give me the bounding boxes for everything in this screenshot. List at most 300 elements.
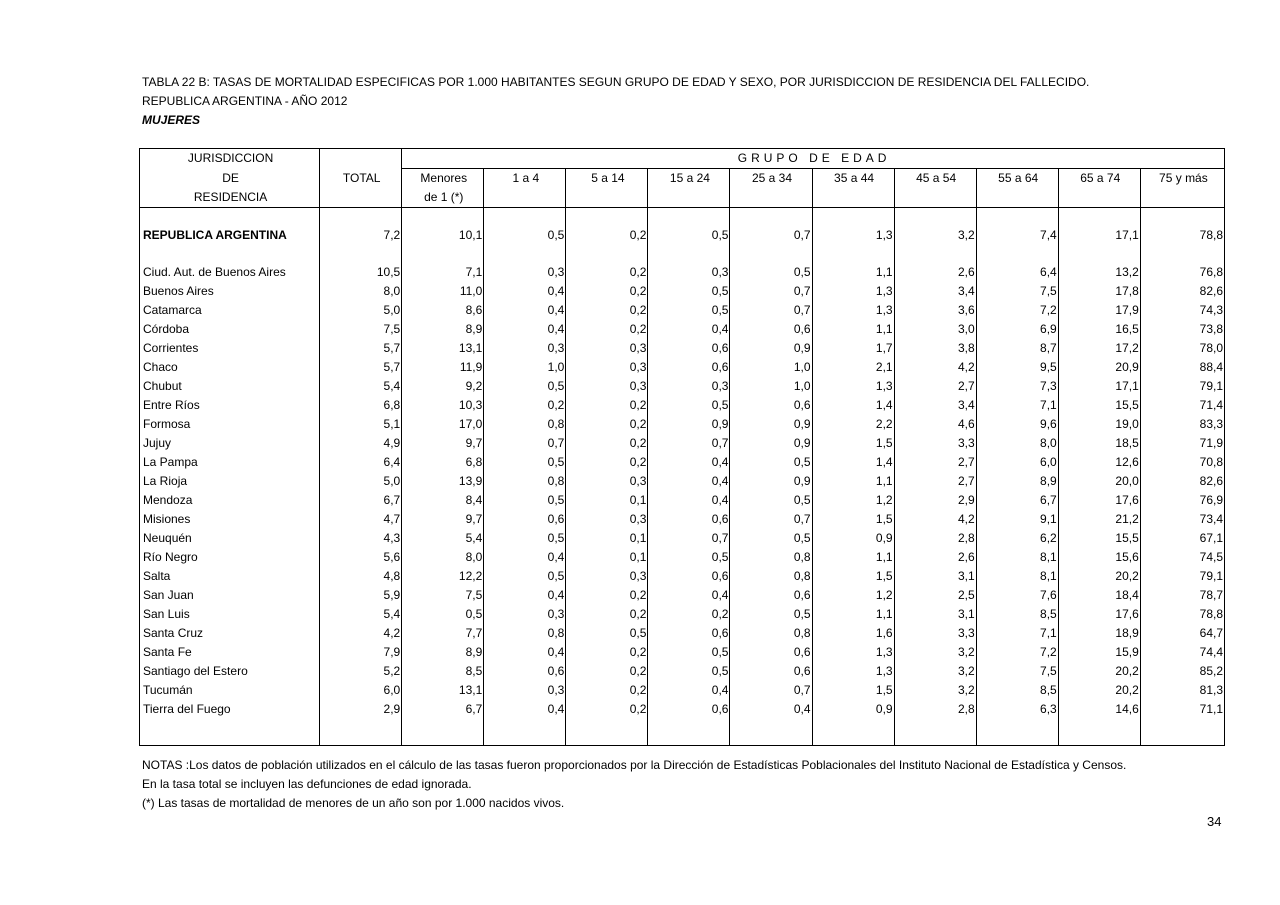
jurisdiction-name: Tucumán: [140, 681, 320, 700]
table-row: [140, 377, 1225, 396]
rate-cell: 3,2: [894, 226, 976, 245]
rate-cell: 2,5: [894, 586, 976, 605]
empty-cell: [484, 208, 566, 227]
table-row: [140, 567, 1225, 586]
rate-cell: 9,7: [402, 434, 484, 453]
total-rate-cell: 4,2: [320, 624, 402, 643]
rate-cell: 1,3: [812, 377, 894, 396]
rate-cell: 0,4: [648, 586, 730, 605]
empty-cell: [976, 208, 1058, 227]
table-row: [140, 681, 1225, 700]
rate-cell: 7,1: [402, 263, 484, 282]
rate-cell: 8,5: [976, 605, 1058, 624]
table-row: [140, 339, 1225, 358]
rate-cell: 7,2: [976, 643, 1058, 662]
rate-cell: 1,0: [484, 358, 566, 377]
rate-cell: 1,1: [812, 605, 894, 624]
spacer-row: [140, 208, 1225, 227]
rate-cell: 17,1: [1058, 226, 1140, 245]
table-row: [140, 263, 1225, 282]
rate-cell: 9,1: [976, 510, 1058, 529]
rate-cell: 13,9: [402, 472, 484, 491]
rate-cell: 2,2: [812, 415, 894, 434]
total-rate-cell: 6,7: [320, 491, 402, 510]
rate-cell: 74,3: [1140, 301, 1224, 320]
rate-cell: 0,3: [566, 567, 648, 586]
rate-cell: 0,3: [484, 263, 566, 282]
total-rate-cell: 8,0: [320, 282, 402, 301]
rate-cell: 7,6: [976, 586, 1058, 605]
rate-cell: 0,6: [730, 643, 812, 662]
rate-cell: 0,3: [484, 605, 566, 624]
table-row: [140, 624, 1225, 643]
jurisdiction-name: Tierra del Fuego: [140, 700, 320, 719]
rate-cell: 16,5: [1058, 320, 1140, 339]
header-age-75ymas: 75 y más: [1140, 169, 1224, 189]
note-infant: (*) Las tasas de mortalidad de menores de un año son por 1.000 nacidos vivos.: [142, 796, 565, 810]
rate-cell: 1,0: [730, 377, 812, 396]
table-row: [140, 491, 1225, 510]
rate-cell: 0,5: [648, 282, 730, 301]
rate-cell: 0,2: [566, 643, 648, 662]
empty-cell: [730, 208, 812, 227]
rate-cell: 11,9: [402, 358, 484, 377]
rate-cell: 67,1: [1140, 529, 1224, 548]
rate-cell: 0,9: [648, 415, 730, 434]
rate-cell: 1,4: [812, 453, 894, 472]
table-row: [140, 643, 1225, 662]
jurisdiction-name: Santa Cruz: [140, 624, 320, 643]
jurisdiction-name: Río Negro: [140, 548, 320, 567]
rate-cell: 13,2: [1058, 263, 1140, 282]
header-jurisdiccion-1: JURISDICCION: [140, 149, 320, 169]
rate-cell: 3,4: [894, 396, 976, 415]
rate-cell: 78,0: [1140, 339, 1224, 358]
jurisdiction-name: Ciud. Aut. de Buenos Aires: [140, 263, 320, 282]
header-age-35a44: 35 a 44: [812, 169, 894, 189]
header-age-55a64: 55 a 64: [976, 169, 1058, 189]
rate-cell: 17,6: [1058, 605, 1140, 624]
empty-cell: [976, 245, 1058, 263]
rate-cell: 9,7: [402, 510, 484, 529]
rate-cell: 21,2: [1058, 510, 1140, 529]
total-rate-cell: 4,7: [320, 510, 402, 529]
rate-cell: 8,9: [402, 320, 484, 339]
rate-cell: 8,0: [976, 434, 1058, 453]
rate-cell: 0,5: [730, 263, 812, 282]
rate-cell: 0,1: [566, 491, 648, 510]
rate-cell: 0,5: [648, 226, 730, 245]
rate-cell: 1,1: [812, 548, 894, 567]
rate-cell: 3,1: [894, 605, 976, 624]
jurisdiction-name: La Rioja: [140, 472, 320, 491]
spacer-row: [140, 245, 1225, 263]
rate-cell: 0,5: [402, 605, 484, 624]
rate-cell: 0,5: [730, 453, 812, 472]
rate-cell: 0,6: [648, 700, 730, 719]
rate-cell: 0,7: [648, 434, 730, 453]
jurisdiction-name: La Pampa: [140, 453, 320, 472]
rate-cell: 6,7: [976, 491, 1058, 510]
rate-cell: 1,6: [812, 624, 894, 643]
table-title: TABLA 22 B: TASAS DE MORTALIDAD ESPECIFICAS POR 1.000 HABITANTES SEGUN GRUPO DE EDAD Y SEXO, POR JURISDICCION DE RESIDENCIA DEL FALLECIDO.: [142, 75, 1090, 89]
total-rate-cell: 6,0: [320, 681, 402, 700]
table-row: [140, 529, 1225, 548]
rate-cell: 6,2: [976, 529, 1058, 548]
rate-cell: 0,9: [730, 415, 812, 434]
rate-cell: 74,5: [1140, 548, 1224, 567]
header-age-25a34: 25 a 34: [730, 169, 812, 189]
total-rate-cell: 5,0: [320, 301, 402, 320]
rate-cell: 1,2: [812, 586, 894, 605]
empty-cell: [812, 719, 894, 746]
rate-cell: 78,8: [1140, 605, 1224, 624]
jurisdiction-name: Chaco: [140, 358, 320, 377]
empty-cell: [320, 245, 402, 263]
header-blank: [976, 188, 1058, 208]
rate-cell: 0,5: [648, 301, 730, 320]
rate-cell: 76,9: [1140, 491, 1224, 510]
rate-cell: 20,0: [1058, 472, 1140, 491]
rate-cell: 0,8: [484, 415, 566, 434]
total-rate-cell: 4,8: [320, 567, 402, 586]
empty-cell: [1140, 719, 1224, 746]
rate-cell: 0,6: [648, 339, 730, 358]
total-rate-cell: 5,7: [320, 358, 402, 377]
rate-cell: 0,3: [484, 339, 566, 358]
rate-cell: 8,9: [976, 472, 1058, 491]
rate-cell: 4,6: [894, 415, 976, 434]
rate-cell: 19,0: [1058, 415, 1140, 434]
rate-cell: 0,4: [484, 700, 566, 719]
table-row: [140, 301, 1225, 320]
header-age-1a4: 1 a 4: [484, 169, 566, 189]
rate-cell: 1,1: [812, 472, 894, 491]
total-rate-cell: 4,3: [320, 529, 402, 548]
header-grupo-de-edad: GRUPO DE EDAD: [402, 149, 1225, 169]
rate-cell: 9,5: [976, 358, 1058, 377]
rate-cell: 2,9: [894, 491, 976, 510]
rate-cell: 0,7: [730, 681, 812, 700]
rate-cell: 0,4: [730, 700, 812, 719]
empty-cell: [320, 719, 402, 746]
rate-cell: 18,5: [1058, 434, 1140, 453]
rate-cell: 1,3: [812, 662, 894, 681]
header-age-65a74: 65 a 74: [1058, 169, 1140, 189]
rate-cell: 0,7: [730, 282, 812, 301]
rate-cell: 2,1: [812, 358, 894, 377]
rate-cell: 8,4: [402, 491, 484, 510]
header-total-spacer: [320, 149, 402, 169]
total-rate-cell: 10,5: [320, 263, 402, 282]
empty-cell: [402, 208, 484, 227]
rate-cell: 0,4: [484, 548, 566, 567]
rate-cell: 3,2: [894, 662, 976, 681]
total-rate-cell: 5,1: [320, 415, 402, 434]
rate-cell: 78,8: [1140, 226, 1224, 245]
total-rate-cell: 5,2: [320, 662, 402, 681]
rate-cell: 20,2: [1058, 681, 1140, 700]
header-blank: [484, 188, 566, 208]
rate-cell: 8,1: [976, 567, 1058, 586]
rate-cell: 20,2: [1058, 662, 1140, 681]
rate-cell: 0,2: [566, 282, 648, 301]
table-row: [140, 510, 1225, 529]
rate-cell: 0,2: [566, 605, 648, 624]
rate-cell: 0,2: [566, 263, 648, 282]
rate-cell: 17,2: [1058, 339, 1140, 358]
empty-cell: [402, 245, 484, 263]
rate-cell: 79,1: [1140, 567, 1224, 586]
table-row: [140, 396, 1225, 415]
header-blank: [648, 188, 730, 208]
page-number: 34: [1207, 814, 1222, 829]
rate-cell: 0,3: [566, 358, 648, 377]
rate-cell: 0,6: [648, 567, 730, 586]
rate-cell: 64,7: [1140, 624, 1224, 643]
rate-cell: 4,2: [894, 358, 976, 377]
rate-cell: 0,5: [484, 491, 566, 510]
rate-cell: 6,3: [976, 700, 1058, 719]
jurisdiction-name: San Juan: [140, 586, 320, 605]
table-body: [140, 208, 1225, 746]
rate-cell: 0,6: [648, 510, 730, 529]
jurisdiction-name: Santa Fe: [140, 643, 320, 662]
note-total: En la tasa total se incluyen las defunciones de edad ignorada.: [142, 777, 472, 791]
rate-cell: 8,5: [402, 662, 484, 681]
header-menores-2: de 1 (*): [402, 188, 484, 208]
rate-cell: 10,3: [402, 396, 484, 415]
header-blank: [894, 188, 976, 208]
total-rate-cell: 5,6: [320, 548, 402, 567]
rate-cell: 0,5: [730, 491, 812, 510]
rate-cell: 1,5: [812, 434, 894, 453]
rate-cell: 7,5: [976, 662, 1058, 681]
empty-cell: [730, 719, 812, 746]
rate-cell: 82,6: [1140, 472, 1224, 491]
empty-cell: [1140, 208, 1224, 227]
header-blank: [320, 188, 402, 208]
rate-cell: 3,2: [894, 643, 976, 662]
rate-cell: 17,6: [1058, 491, 1140, 510]
rate-cell: 0,2: [566, 681, 648, 700]
rate-cell: 8,6: [402, 301, 484, 320]
empty-cell: [1058, 719, 1140, 746]
rate-cell: 0,6: [730, 320, 812, 339]
rate-cell: 3,8: [894, 339, 976, 358]
rate-cell: 7,2: [976, 301, 1058, 320]
empty-cell: [402, 719, 484, 746]
table-row: [140, 472, 1225, 491]
rate-cell: 1,0: [730, 358, 812, 377]
rate-cell: 71,9: [1140, 434, 1224, 453]
rate-cell: 0,6: [730, 586, 812, 605]
rate-cell: 7,5: [976, 282, 1058, 301]
empty-cell: [140, 208, 320, 227]
rate-cell: 0,5: [730, 605, 812, 624]
rate-cell: 0,5: [648, 643, 730, 662]
empty-cell: [648, 208, 730, 227]
rate-cell: 83,3: [1140, 415, 1224, 434]
rate-cell: 6,8: [402, 453, 484, 472]
rate-cell: 76,8: [1140, 263, 1224, 282]
rate-cell: 0,2: [566, 700, 648, 719]
rate-cell: 2,8: [894, 700, 976, 719]
rate-cell: 5,4: [402, 529, 484, 548]
rate-cell: 0,5: [566, 624, 648, 643]
rate-cell: 0,6: [648, 358, 730, 377]
rate-cell: 3,1: [894, 567, 976, 586]
rate-cell: 8,1: [976, 548, 1058, 567]
rate-cell: 0,4: [648, 491, 730, 510]
rate-cell: 78,7: [1140, 586, 1224, 605]
rate-cell: 0,5: [730, 529, 812, 548]
empty-cell: [140, 719, 320, 746]
rate-cell: 6,0: [976, 453, 1058, 472]
rate-cell: 0,9: [730, 434, 812, 453]
sex-label: MUJERES: [142, 113, 201, 127]
jurisdiction-name: Neuquén: [140, 529, 320, 548]
empty-cell: [566, 719, 648, 746]
rate-cell: 0,3: [484, 681, 566, 700]
rate-cell: 1,5: [812, 681, 894, 700]
rate-cell: 0,2: [566, 320, 648, 339]
rate-cell: 8,7: [976, 339, 1058, 358]
total-rate-cell: 5,0: [320, 472, 402, 491]
empty-cell: [976, 719, 1058, 746]
rate-cell: 3,3: [894, 434, 976, 453]
rate-cell: 12,2: [402, 567, 484, 586]
table-row: [140, 548, 1225, 567]
rate-cell: 0,6: [484, 510, 566, 529]
rate-cell: 13,1: [402, 339, 484, 358]
rate-cell: 0,8: [730, 548, 812, 567]
rate-cell: 73,4: [1140, 510, 1224, 529]
jurisdiction-name: Jujuy: [140, 434, 320, 453]
jurisdiction-name: Entre Ríos: [140, 396, 320, 415]
rate-cell: 15,5: [1058, 396, 1140, 415]
rate-cell: 0,3: [566, 472, 648, 491]
jurisdiction-name: Córdoba: [140, 320, 320, 339]
rate-cell: 9,2: [402, 377, 484, 396]
rate-cell: 2,7: [894, 472, 976, 491]
rate-cell: 8,5: [976, 681, 1058, 700]
rate-cell: 0,2: [566, 662, 648, 681]
rate-cell: 1,3: [812, 226, 894, 245]
rate-cell: 1,3: [812, 282, 894, 301]
rate-cell: 3,2: [894, 681, 976, 700]
rate-cell: 0,1: [566, 548, 648, 567]
rate-cell: 0,4: [484, 643, 566, 662]
empty-cell: [566, 208, 648, 227]
rate-cell: 6,7: [402, 700, 484, 719]
jurisdiction-name: Formosa: [140, 415, 320, 434]
empty-cell: [566, 245, 648, 263]
header-age-45a54: 45 a 54: [894, 169, 976, 189]
rate-cell: 18,9: [1058, 624, 1140, 643]
rate-cell: 0,5: [484, 529, 566, 548]
jurisdiction-name: San Luis: [140, 605, 320, 624]
rate-cell: 0,2: [566, 396, 648, 415]
total-rate-cell: 7,5: [320, 320, 402, 339]
rate-cell: 0,9: [730, 472, 812, 491]
table-row: [140, 282, 1225, 301]
rate-cell: 7,3: [976, 377, 1058, 396]
rate-cell: 11,0: [402, 282, 484, 301]
rate-cell: 7,5: [402, 586, 484, 605]
rate-cell: 0,7: [648, 529, 730, 548]
rate-cell: 0,9: [812, 700, 894, 719]
rate-cell: 1,7: [812, 339, 894, 358]
rate-cell: 6,4: [976, 263, 1058, 282]
empty-cell: [648, 719, 730, 746]
rate-cell: 0,4: [648, 681, 730, 700]
rate-cell: 6,9: [976, 320, 1058, 339]
rate-cell: 0,8: [730, 567, 812, 586]
rate-cell: 0,2: [566, 453, 648, 472]
rate-cell: 0,1: [566, 529, 648, 548]
table-row: [140, 434, 1225, 453]
header-total: TOTAL: [320, 169, 402, 189]
rate-cell: 20,2: [1058, 567, 1140, 586]
rate-cell: 0,9: [730, 339, 812, 358]
table-subtitle: REPUBLICA ARGENTINA - AÑO 2012: [142, 94, 348, 108]
empty-cell: [1058, 208, 1140, 227]
rate-cell: 0,7: [730, 226, 812, 245]
header-jurisdiccion-3: RESIDENCIA: [140, 188, 320, 208]
rate-cell: 0,5: [648, 396, 730, 415]
total-rate-cell: 5,7: [320, 339, 402, 358]
rate-cell: 15,9: [1058, 643, 1140, 662]
header-blank: [566, 188, 648, 208]
rate-cell: 1,2: [812, 491, 894, 510]
rate-cell: 3,6: [894, 301, 976, 320]
jurisdiction-name: Corrientes: [140, 339, 320, 358]
rate-cell: 79,1: [1140, 377, 1224, 396]
rate-cell: 7,1: [976, 624, 1058, 643]
national-row: [140, 226, 1225, 245]
rate-cell: 88,4: [1140, 358, 1224, 377]
empty-cell: [894, 208, 976, 227]
jurisdiction-name: Chubut: [140, 377, 320, 396]
rate-cell: 3,4: [894, 282, 976, 301]
rate-cell: 20,9: [1058, 358, 1140, 377]
rate-cell: 18,4: [1058, 586, 1140, 605]
header-jurisdiccion-2: DE: [140, 169, 320, 189]
header-blank: [812, 188, 894, 208]
header-age-5a14: 5 a 14: [566, 169, 648, 189]
rate-cell: 0,7: [730, 301, 812, 320]
rate-cell: 71,1: [1140, 700, 1224, 719]
total-rate-cell: 7,2: [320, 226, 402, 245]
rate-cell: 0,2: [566, 434, 648, 453]
total-rate-cell: 5,4: [320, 605, 402, 624]
rate-cell: 0,4: [484, 282, 566, 301]
rate-cell: 2,6: [894, 548, 976, 567]
empty-cell: [730, 245, 812, 263]
note-source: NOTAS :Los datos de población utilizados en el cálculo de las tasas fueron proporcionados por la Dirección de Estadísticas Poblacionales del Instituto Nacional de Estadística y Censos.: [142, 758, 1127, 772]
empty-cell: [1058, 245, 1140, 263]
rate-cell: 71,4: [1140, 396, 1224, 415]
rate-cell: 0,3: [566, 339, 648, 358]
rate-cell: 4,2: [894, 510, 976, 529]
table-row: [140, 415, 1225, 434]
rate-cell: 0,2: [566, 415, 648, 434]
rate-cell: 2,8: [894, 529, 976, 548]
rate-cell: 0,6: [730, 396, 812, 415]
total-rate-cell: 4,9: [320, 434, 402, 453]
empty-cell: [1140, 245, 1224, 263]
